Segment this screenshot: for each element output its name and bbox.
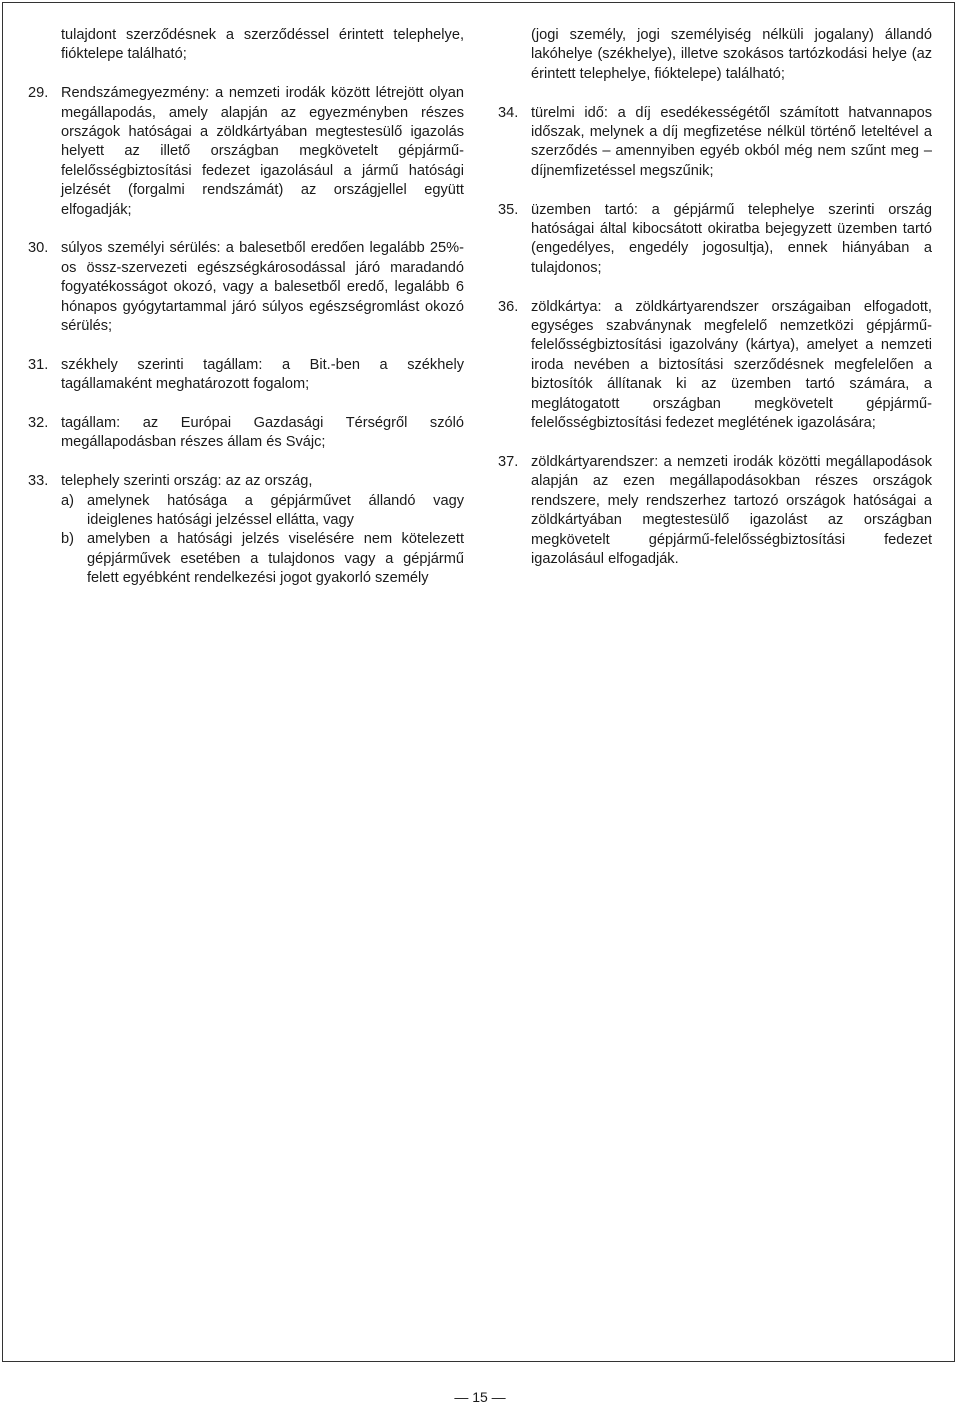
- item-text: telephely szerinti ország: az az ország,: [61, 473, 313, 490]
- definition-item-33: [28, 472, 464, 588]
- definition-item-31: [28, 356, 464, 395]
- continuation-paragraph: [498, 26, 932, 84]
- item-body: [61, 472, 464, 588]
- item-number: 35.: [498, 201, 519, 218]
- sub-item-label: b): [61, 531, 74, 548]
- item-number: 37.: [498, 453, 519, 470]
- item-text: zöldkártya: a zöldkártyarendszer országaiban elfogadott, egységes szabványnak megfelelő nemzetközi gépjármű-felelősségbiztosítási igazolvány (kártya), amelyet a nemzeti iroda nevében a biztosítási szerződésnek megfelelően a biztosítók állítanak ki az üzemben tartó számára, a meglátogatott országban megkövetelt gépjármű-felelősségbiztosítási fedezet meglétének igazolására;: [531, 298, 932, 432]
- item-text: türelmi idő: a díj esedékességétől számított hatvannapos időszak, melynek a díj megfizetése nélkül történő leteltével a szerződés – amennyiben egyéb okból még nem szűnt meg – díjnemfizetéssel megszűnik;: [531, 104, 932, 179]
- definition-item-37: [498, 453, 932, 569]
- item-text: Rendszámegyezmény: a nemzeti irodák között létrejött olyan megállapodás, amely alapján az egyezményben részes országok hatóságai a zöldkártyában megtestesülő igazolás helyett az illető országban megkövetelt gépjármű-felelősségbiztosítási fedezet igazolásául a jármű hatósági jelzését (forgalmi rendszámát) az országjellel együtt elfogadják;: [61, 85, 464, 218]
- left-column: [28, 26, 464, 608]
- definition-item-32: [28, 414, 464, 453]
- paragraph-text: (jogi személy, jogi személyiség nélküli jogalany) állandó lakóhelye (székhelye), illetve szokásos tartózkodási helye (az érintett telephelye, fióktelepe) található;: [531, 27, 932, 82]
- definition-item-36: [498, 298, 932, 434]
- sub-item-text: amelyben a hatósági jelzés viselésére nem kötelezett gépjárművek esetében a tulajdonos vagy a gépjármű felett egyébként rendelkezési jogot gyakorló személy: [87, 531, 464, 587]
- item-number: 33.: [28, 473, 49, 490]
- item-number: 29.: [28, 85, 49, 102]
- item-text: zöldkártyarendszer: a nemzeti irodák közötti megállapodások alapján az ezen megállapodásokban részes országok rendszere, mely rendszerhez tartozó országok hatóságai a zöldkártyában megtestesülő igazolást az országban megkövetelt gépjármű-felelősségbiztosítási fedezet igazolásául elfogadják.: [531, 453, 932, 567]
- page-number: — 15 —: [454, 1389, 506, 1405]
- item-text: súlyos személyi sérülés: a balesetből eredően legalább 25%-os össz-szervezeti egészségkárosodással járó maradandó fogyatékosságot okozó, vagy a balesetből eredő, legalább 6 hónapos gyógytartammal járó súlyos egészségromlást okozó sérülés;: [61, 240, 464, 335]
- definition-item-35: [498, 201, 932, 279]
- definition-item-34: [498, 104, 932, 182]
- right-column: [498, 26, 932, 589]
- sub-item-a: [61, 492, 464, 531]
- definition-item-30: [28, 239, 464, 336]
- paragraph-text: tulajdont szerződésnek a szerződéssel érintett telephelye, fióktelepe található;: [61, 27, 464, 63]
- continuation-paragraph: [28, 26, 464, 65]
- sub-item-label: a): [61, 492, 74, 509]
- sub-item-b: [61, 530, 464, 588]
- item-text: tagállam: az Európai Gazdasági Térségről szóló megállapodásban részes állam és Svájc;: [61, 415, 464, 451]
- sub-item-text: amelynek hatósága a gépjárművet állandó vagy ideiglenes hatósági jelzéssel ellátta, vagy: [87, 492, 464, 529]
- item-number: 36.: [498, 298, 519, 315]
- definition-item-29: [28, 84, 464, 220]
- item-number: 34.: [498, 104, 519, 121]
- item-number: 31.: [28, 356, 49, 373]
- item-number: 32.: [28, 415, 49, 432]
- item-text: székhely szerinti tagállam: a Bit.-ben a székhely tagállamaként meghatározott fogalom;: [61, 356, 464, 393]
- item-text: üzemben tartó: a gépjármű telephelye szerinti ország hatóságai által kibocsátott okiratba bejegyzett üzemben tartó (engedélyes, engedély jogosultja), ennek hiányában a tulajdonos;: [531, 201, 932, 276]
- item-number: 30.: [28, 240, 49, 257]
